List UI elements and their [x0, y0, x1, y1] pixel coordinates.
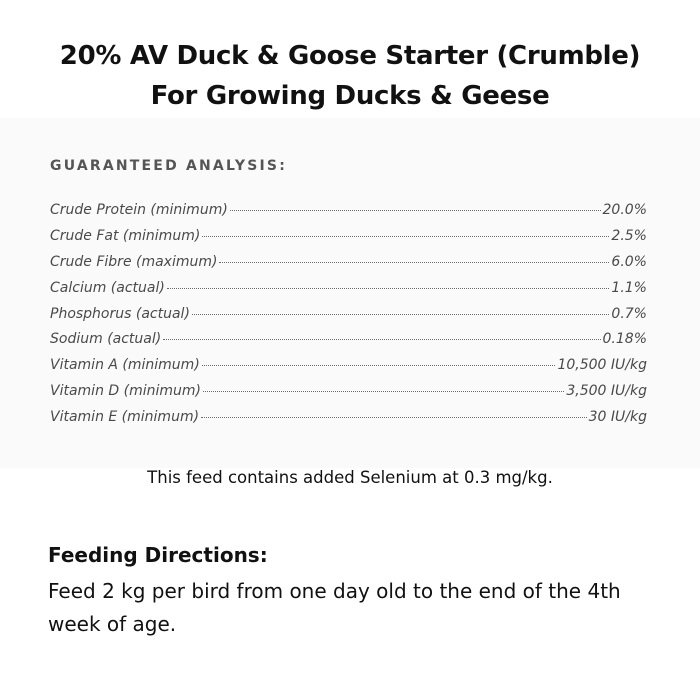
guaranteed-analysis-list — [50, 202, 647, 435]
analysis-value: 0.7% — [611, 305, 647, 322]
analysis-label: Crude Protein (minimum) — [50, 202, 228, 218]
analysis-row-vitamin-a — [50, 357, 647, 383]
product-title — [0, 36, 700, 116]
guaranteed-analysis-heading: GUARANTEED ANALYSIS: — [50, 158, 288, 174]
dot-leader — [203, 391, 564, 392]
analysis-row-calcium — [50, 280, 647, 306]
dot-leader — [163, 339, 600, 340]
analysis-row-sodium — [50, 331, 647, 357]
dot-leader — [192, 314, 610, 315]
dot-leader — [202, 236, 609, 237]
analysis-row-crude-fat — [50, 228, 647, 254]
guaranteed-analysis-panel — [0, 118, 700, 468]
analysis-label: Vitamin E (minimum) — [50, 409, 200, 426]
analysis-label: Crude Fibre (maximum) — [50, 253, 218, 270]
analysis-row-crude-protein — [50, 202, 647, 228]
analysis-label: Vitamin A (minimum) — [50, 357, 200, 374]
analysis-row-vitamin-e — [50, 409, 647, 435]
analysis-label: Phosphorus (actual) — [50, 305, 190, 322]
product-title-line-1: 20% AV Duck & Goose Starter (Crumble) — [59, 41, 641, 71]
feeding-directions-heading: Feeding Directions: — [48, 543, 268, 567]
analysis-value: 30 IU/kg — [588, 409, 647, 426]
analysis-value: 0.18% — [602, 331, 647, 348]
analysis-value: 1.1% — [611, 279, 647, 296]
dot-leader — [230, 210, 601, 211]
analysis-label: Calcium (actual) — [50, 279, 165, 296]
analysis-value: 20.0% — [602, 202, 647, 218]
product-title-line-2: For Growing Ducks & Geese — [150, 81, 550, 111]
analysis-label: Crude Fat (minimum) — [50, 227, 201, 244]
analysis-value: 6.0% — [611, 253, 647, 270]
analysis-label: Vitamin D (minimum) — [50, 383, 201, 400]
dot-leader — [202, 365, 556, 366]
analysis-label: Sodium (actual) — [50, 331, 162, 348]
analysis-value: 2.5% — [611, 227, 647, 244]
dot-leader — [201, 417, 587, 418]
dot-leader — [167, 288, 610, 289]
analysis-value: 3,500 IU/kg — [566, 383, 647, 400]
dot-leader — [219, 262, 609, 263]
feeding-directions-text: Feed 2 kg per bird from one day old to the end of the 4th week of age. — [48, 579, 621, 636]
analysis-row-crude-fibre — [50, 254, 647, 280]
analysis-value: 10,500 IU/kg — [557, 357, 647, 374]
selenium-note: This feed contains added Selenium at 0.3 mg/kg. — [147, 468, 553, 487]
analysis-row-phosphorus — [50, 306, 647, 332]
analysis-row-vitamin-d — [50, 383, 647, 409]
